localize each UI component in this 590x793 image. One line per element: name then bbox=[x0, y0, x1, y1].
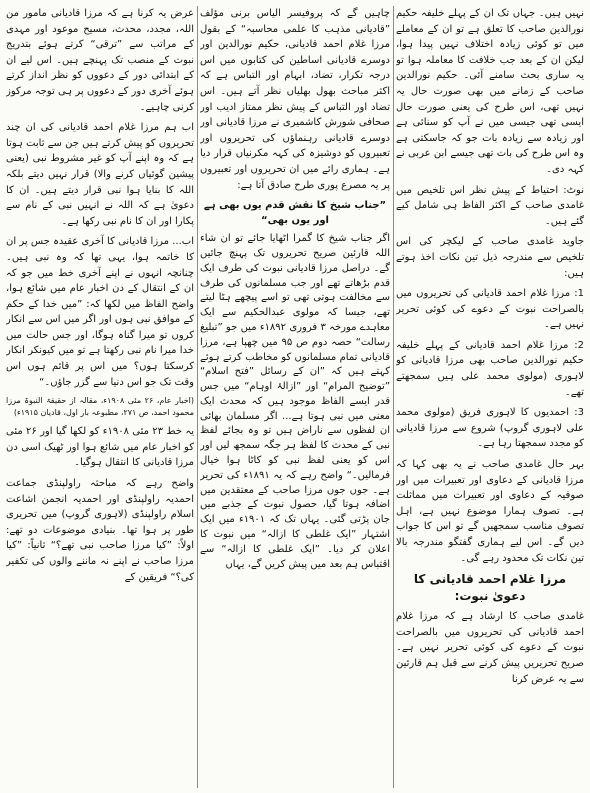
column-divider bbox=[393, 6, 394, 788]
paragraph: یہ خط ۲۳ مئی ۱۹۰۸ء کو لکھا گیا اور ۲۶ مئی کو اخبار عام میں شائع ہوا اور ٹھیک اسی دن مرزا قادیانی کا انتقال ہوگیا۔ bbox=[6, 426, 194, 469]
paragraph: چاہیں گے کہ پروفیسر الیاس برنی مؤلف ”قادیانی مذہب کا علمی محاسبہ“ کے بقول مرزا غلام احمد قادیانی، حکیم نورالدین اور دوسرے قادیانی اساطین کی کتابوں میں اس درجہ تکرار، تضاد، ابہام اور التباس ہے کہ اکثر مباحث بھول بھلیاں نظر آتے ہیں۔ اس تضاد اور التباس کے پیش نظر ممتاز ادیب اور صحافی شورش کاشمیری نے مرزا قادیانی اور دوسرے قادیانی رہنماؤں کی تحریروں اور تعبیروں کو دوشیزہ کی کہہ مکرنیاں قرار دیا ہے۔ ہماری رائے میں ان تحریروں اور تعبیروں پر یہ مصرع پوری طرح صادق آتا ہے: bbox=[200, 8, 390, 191]
column-middle bbox=[200, 6, 390, 788]
note-paragraph: نوٹ: احتیاط کے پیش نظر اس تلخیص میں غامدی صاحب کے اکثر الفاظ ہی شامل کیے گئے ہیں۔ bbox=[396, 184, 584, 227]
paragraph: اب ہم مرزا غلام احمد قادیانی کی ان چند تحریروں کو پیش کرتے ہیں جن سے ثابت ہوتا ہے کہ وہ اپنے آپ کو غیر مشروط نبی (یعنی پیشین گوئیاں کرنے والا) قرار نہیں دیتے بلکہ اللہ کا بنایا ہوا نبی قرار دیتے ہیں۔ ان کا دعویٰ ہے کہ اللہ نے انہیں نبی کے نام سے پکارا اور ان کا نام نبی رکھا ہے۔ bbox=[6, 122, 194, 227]
column-left bbox=[6, 6, 194, 788]
point-3: 3: احمدیوں کا لاہوری فریق (مولوی محمد علی لاہوری گروپ) شروع سے مرزا قادیانی کو مجدد سمجھتا رہا ہے۔ bbox=[396, 407, 584, 450]
paragraph: اگر جناب شیخ کا گمرا اٹھایا جائے تو ان شاء اللہ قارئین صریح تحریروں تک پہنچ جائیں گے۔ دراصل مرزا قادیانی نبوت کی طرف ایک قدم بڑھاتے تھے اور جب مسلمانوں کی طرف سے مخالفت ہوتی تھی تو اسے پیچھے ہٹا لیتے تھے، جیسا کہ مولوی عبدالحکیم سے ایک معاہدے مورخہ ۳ فروری ۱۸۹۲ء میں جو ”تبلیغ رسالت“ حصہ دوم ص ۹۵ میں چھپا ہے، مرزا قادیانی تمام مسلمانوں کو مخاطب کرتے ہوئے کہتے ہیں کہ ”ان کے رسائل ”فتح اسلام“ ”توضیح المرام“ اور ”ازالۂ اوہام“ میں جس قدر ایسے الفاظ موجود ہیں کہ محدث ایک معنی میں نبی ہوتا ہے... اگر مسلمان بھائی ان لفظوں سے ناراض ہیں تو وہ بجائے لفظ نبی کے محدث کا لفظ ہر جگہ سمجھ لیں اور اس کو یعنی لفظ نبی کو کاٹا ہوا خیال فرمالیں۔“ واضح رہے کہ یہ ۱۸۹۱ء کی تحریر ہے۔ جوں جوں مرزا صاحب کے معتقدین میں اضافہ ہوتا گیا، حصول نبوت کے جذبے میں جان پڑتی گئی۔ یہاں تک کہ ۱۹۰۱ء میں ایک اشتہار ”ایک غلطی کا ازالہ“ میں نبوت کا اعلان کر دیا۔ ”ایک غلطی کا ازالہ“ سے اقتباس ہم بعد میں پیش کریں گے، یہاں bbox=[200, 233, 390, 570]
point-2: 2: مرزا غلام احمد قادیانی کے پہلے خلیفہ حکیم نورالدین صاحب بھی مرزا قادیانی کو لاہوری (مولوی محمد علی ہیں سمجھتے تھے۔ bbox=[396, 339, 584, 398]
paragraph: واضح رہے کہ مباحثہ راولپنڈی جماعت احمدیہ راولپنڈی اور احمدیہ انجمن اشاعت اسلام راولپنڈی (لاہوری گروپ) میں تحریری طور پر ہوا تھا۔ بنیادی موضوعات دو تھے: اولاً: ”کیا مرزا صاحب نبی تھے؟“ ثانیاً: ”کیا مرزا صاحب نے اپنے نہ ماننے والوں کی تکفیر کی؟“ فریقین کے bbox=[6, 478, 194, 583]
column-divider bbox=[197, 6, 198, 788]
verse-quote: ”جناب شیخ کا نقش قدم یوں بھی ہے اور یوں بھی“ bbox=[203, 200, 387, 227]
paragraph: نہیں ہیں۔ جہاں تک ان کے پہلے خلیفہ حکیم نورالدین صاحب کا تعلق ہے تو ان کے معاملے میں تو کوئی زیادہ اختلاف نہیں پیدا ہوا، لیکن ان کے بعد جب خلافت کا معاملہ ہوا تو یہ ساری بحث سامنے آئی۔ حکیم نورالدین صاحب کے زمانے میں بھی صورت حال یہ نہیں تھی، اس طرح کی یعنی صورت حال ایسی تھی جیسی میں نے آپ کو سنائی ہے اور زیادہ سے زیادہ بات جو کہ جاسکتی ہے وہ اس طرح کی بات تھی جیسے ابن عربی نے کہہ دی۔ bbox=[396, 8, 584, 175]
point-1: 1: مرزا غلام احمد قادیانی کی تحریروں میں بالصراحت نبوت کے دعوے کی کوئی تحریر نہیں ہے۔ bbox=[396, 288, 584, 331]
paragraph: جاوید غامدی صاحب کے لیکچر کی اس تلخیص سے مندرجہ ذیل تین نکات اخذ ہوتے ہیں: bbox=[396, 236, 584, 279]
paragraph: بہر حال غامدی صاحب نے یہ بھی کہا کہ مرزا قادیانی کے دعاوی اور تعبیرات میں اور صوفیہ کے دعاوی اور تعبیرات میں مماثلت ہے۔ تصوف ہمارا موضوع نہیں ہے، اہل تصوف مناسب سمجھیں گے تو اس کا جواب دیں گے۔ اس لیے ہماری گفتگو مندرجہ بالا تین نکات تک محدود رہے گی۔ bbox=[396, 459, 584, 564]
paragraph: اب... مرزا قادیانی کا آخری عقیدہ جس پر ان کا خاتمہ ہوا، یہی تھا کہ وہ نبی ہیں۔ چنانچہ انہوں نے اپنے آخری خط میں جو کہ ان کے انتقال کے دن اخبار عام میں شائع ہوا، واضح الفاظ میں لکھا کہ: ”میں خدا کے حکم کے موافق نبی ہوں اور اگر میں اس سے انکار کروں تو میرا گناہ ہوگا، اور جس حالت میں خدا میرا نام نبی رکھتا ہے تو میں کیونکر انکار کرسکتا ہوں؟ میں اس پر قائم ہوں اس وقت تک جو اس دنیا سے گزر جاؤں۔“ bbox=[6, 236, 194, 388]
paragraph: عرض یہ کرنا ہے کہ مرزا قادیانی مامور من اللہ، مجدد، محدث، مسیح موعود اور مہدی کے مراتب سے ”ترقی“ کرتے ہوئے بتدریج نبوت کے منصب تک پہنچے ہیں۔ اس لیے ان کے ابتدائی دور کے دعووں کو نظر انداز کرتے ہوئے آخری دور کے دعووں پر ہی توجہ مرکوز کرنی چاہیے۔ bbox=[6, 8, 194, 113]
section-heading: مرزا غلام احمد قادیانی کا دعویٰ نبوت: bbox=[413, 572, 567, 604]
citation: (اخبار عام، ۲۶ مئی ۱۹۰۸ء، مقالہ از حقیقۃ النبوۃ مرزا محمود احمد، ص ۲۷۱، مطبوعہ بار اول، قادیان ۱۹۱۵ء) bbox=[6, 396, 194, 418]
column-right bbox=[396, 6, 584, 788]
paragraph: غامدی صاحب کا ارشاد ہے کہ مرزا غلام احمد قادیانی کی تحریروں میں بالصراحت نبوت کے دعوے کی کوئی تحریر نہیں ہے۔ صریح تحریریں پیش کرنے سے قبل ہم قارئین سے یہ عرض کرنا bbox=[396, 611, 584, 685]
